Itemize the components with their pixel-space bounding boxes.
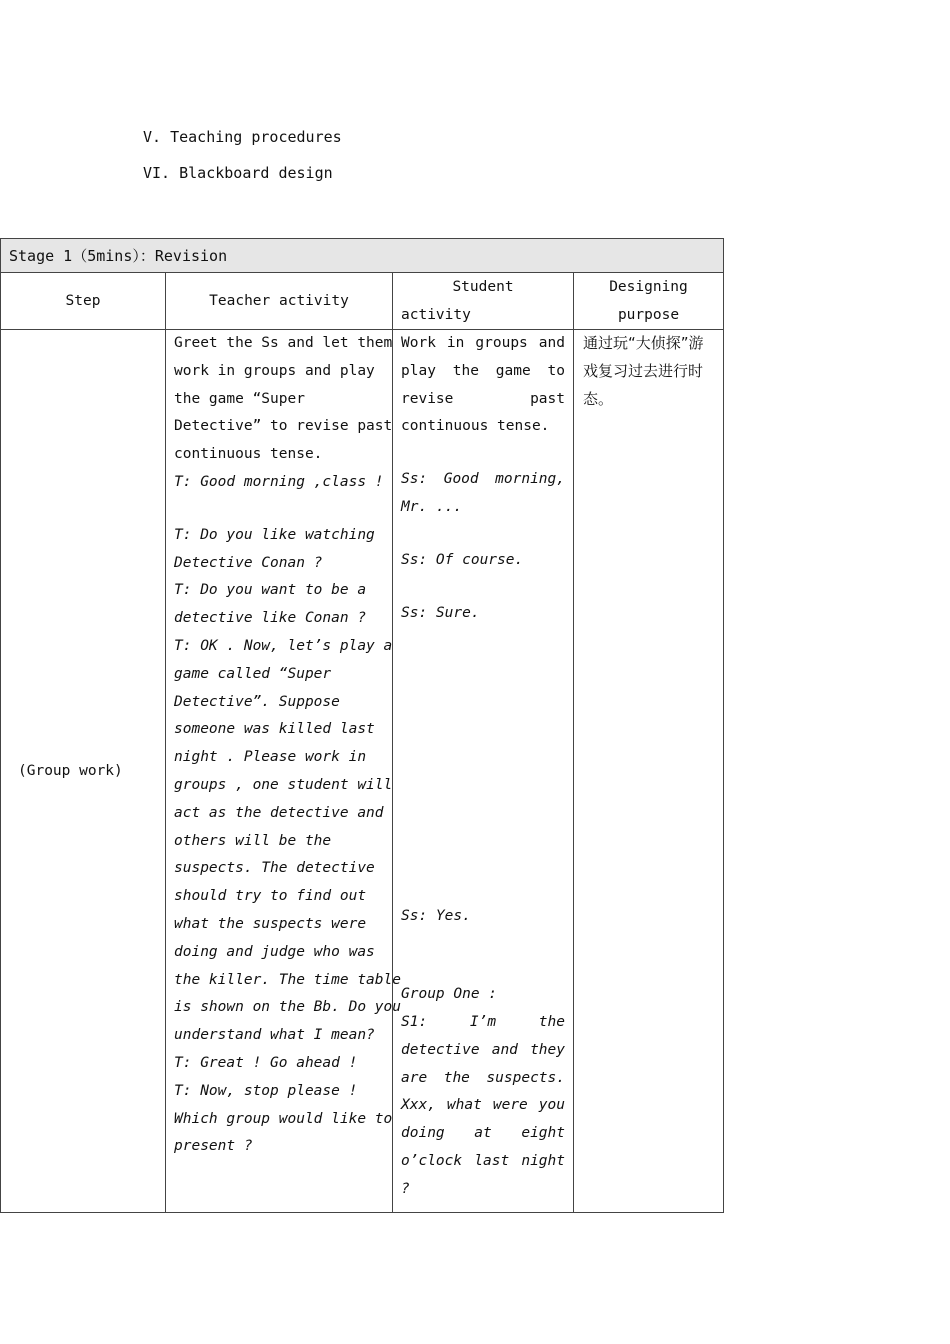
- header-student-line2: activity: [401, 307, 471, 323]
- teacher-activity-line: should try to find out: [174, 888, 367, 905]
- lesson-table: [0, 238, 724, 1213]
- heading-teaching-procedures: V. Teaching procedures: [143, 128, 342, 146]
- header-designing-purpose: [574, 273, 724, 330]
- student-response: Mr. ...: [401, 498, 463, 515]
- teacher-activity-line: continuous tense.: [174, 446, 323, 463]
- student-intro-line: Work in groups and: [401, 335, 565, 351]
- teacher-activity-line: night . Please work in: [174, 749, 367, 766]
- student-group-line: ?: [401, 1180, 410, 1197]
- teacher-activity-line: T: Do you like watching: [174, 526, 375, 543]
- student-group-line: doing at eight: [401, 1125, 565, 1142]
- student-response: Ss: Yes.: [401, 908, 471, 925]
- teacher-activity-line: suspects. The detective: [174, 860, 375, 877]
- teacher-activity-cell: [166, 330, 401, 1213]
- teacher-activity-line: T: Now, stop please !: [174, 1082, 358, 1099]
- teacher-activity-line: work in groups and play: [174, 362, 375, 379]
- student-response: Ss: Sure.: [401, 604, 480, 621]
- teacher-activity-line: Which group would like to: [174, 1110, 393, 1127]
- designing-purpose-text: 通过玩“大侦探”游戏复习过去进行时态。: [583, 334, 704, 408]
- teacher-activity-line: understand what I mean?: [174, 1027, 375, 1044]
- student-intro-line: play the game to: [401, 362, 565, 379]
- student-group-line: S1: I’m the: [401, 1013, 565, 1030]
- header-purpose-line1: Designing: [609, 279, 688, 295]
- teacher-activity-line: is shown on the Bb. Do you: [174, 999, 401, 1016]
- step-cell: (Group work): [1, 330, 166, 1213]
- designing-purpose-cell: [574, 330, 724, 1213]
- teacher-activity-line: Greet the Ss and let them: [174, 335, 393, 351]
- student-group-line: are the suspects.: [401, 1069, 565, 1086]
- teacher-activity-line: T: Do you want to be a: [174, 582, 367, 599]
- header-purpose-line2: purpose: [617, 307, 680, 323]
- student-group-line: detective and they: [401, 1041, 565, 1058]
- teacher-activity-line: Detective”. Suppose: [174, 693, 340, 710]
- stage-title: Stage 1（5mins）：Revision: [1, 239, 724, 273]
- student-group-line: o’clock last night: [401, 1152, 565, 1169]
- teacher-activity-line: the killer. The time table: [174, 971, 401, 988]
- teacher-activity-line: doing and judge who was: [174, 943, 375, 960]
- header-student-activity: [393, 273, 574, 330]
- heading-blackboard-design: VI. Blackboard design: [143, 164, 333, 182]
- teacher-activity-line: present ?: [174, 1138, 253, 1155]
- header-teacher-activity: Teacher activity: [166, 273, 393, 330]
- teacher-activity-line: groups , one student will: [174, 776, 393, 793]
- student-response: Ss: Of course.: [401, 551, 524, 568]
- teacher-activity-line: Detective Conan ?: [174, 554, 323, 571]
- teacher-activity-line: Detective” to revise past: [174, 418, 393, 435]
- student-activity-cell: [393, 330, 574, 1213]
- teacher-activity-line: detective like Conan ?: [174, 610, 367, 627]
- header-student-line1: Student: [452, 279, 514, 295]
- teacher-activity-line: act as the detective and: [174, 804, 384, 821]
- teacher-activity-line: T: OK . Now, let’s play a: [174, 637, 393, 654]
- teacher-activity-line: [174, 497, 392, 522]
- teacher-activity-line: others will be the: [174, 832, 332, 849]
- teacher-activity-line: T: Good morning ,class !: [174, 473, 384, 490]
- student-group-label: Group One :: [401, 986, 498, 1003]
- teacher-activity-line: T: Great ! Go ahead !: [174, 1054, 358, 1071]
- teacher-activity-line: game called “Super: [174, 665, 332, 682]
- student-intro-line: continuous tense.: [401, 418, 550, 435]
- student-group-line: Xxx, what were you: [401, 1097, 565, 1114]
- teacher-activity-line: the game “Super: [174, 390, 305, 407]
- header-step: Step: [1, 273, 166, 330]
- teacher-activity-line: what the suspects were: [174, 915, 367, 932]
- student-response: Ss: Good morning,: [401, 471, 565, 488]
- student-activity-text: [393, 330, 573, 1204]
- student-intro-line: revise past: [401, 390, 565, 407]
- teacher-activity-line: someone was killed last: [174, 721, 375, 738]
- teacher-activity-text: [166, 330, 401, 1161]
